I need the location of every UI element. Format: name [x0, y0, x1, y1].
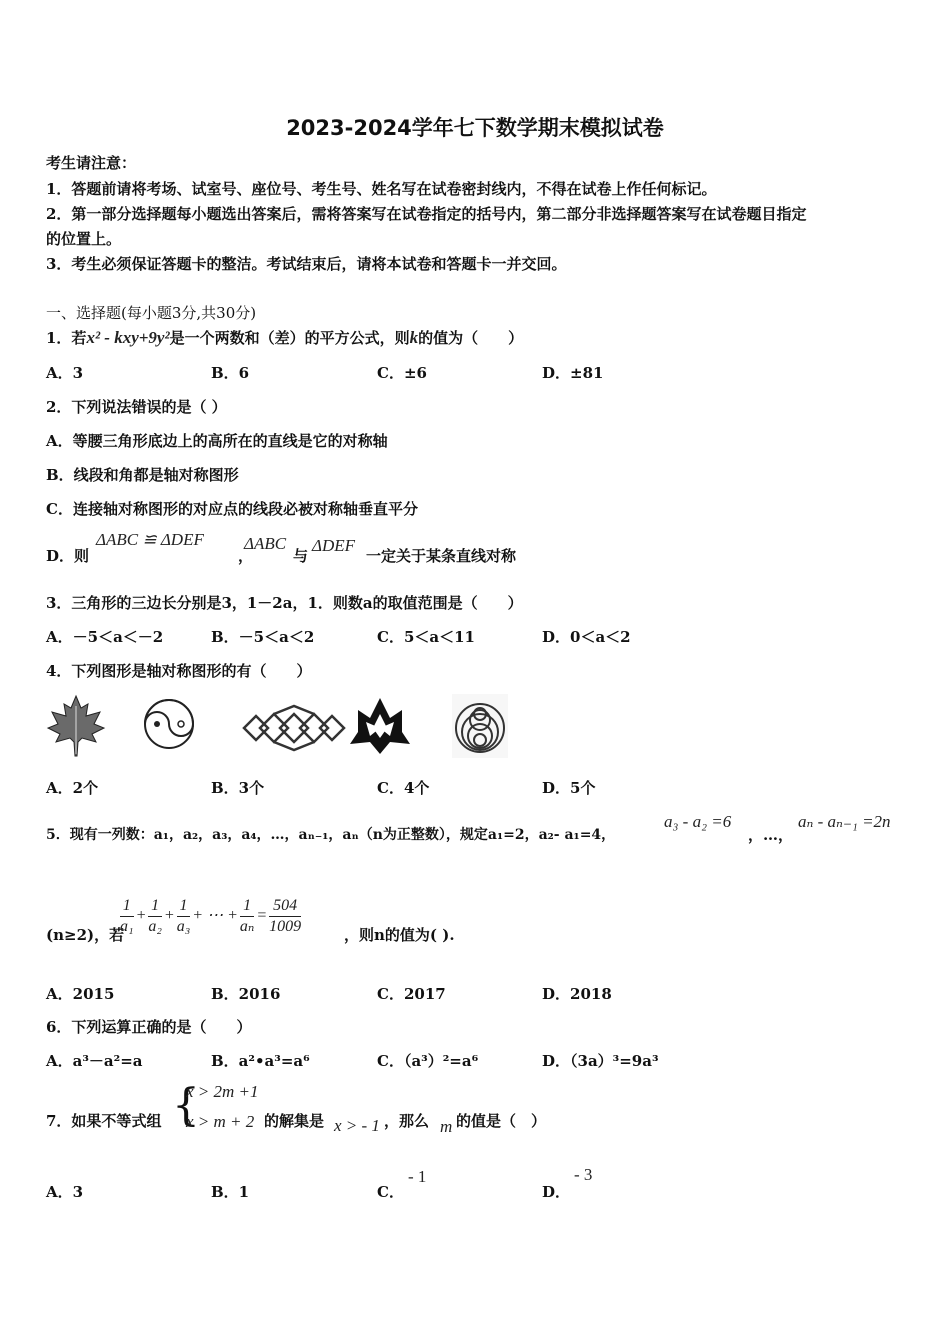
question-3: 3．三角形的三边长分别是3，1－2a，1．则数a的取值范围是（ ）	[46, 594, 523, 612]
q5-question: ，则n的值为( ).	[344, 926, 455, 944]
q1-post: 是一个两数和（差）的平方公式，则	[169, 329, 410, 347]
option-c[interactable]: C．5＜a＜11	[377, 628, 475, 646]
option-b[interactable]: B．3个	[211, 779, 265, 797]
option-d[interactable]: D．±81	[542, 364, 604, 382]
option-d-value: - 3	[574, 1165, 593, 1184]
frac-den: a₃	[176, 918, 191, 935]
triangle-abc: ΔABC	[244, 534, 287, 553]
option-d[interactable]: D．则	[46, 547, 90, 565]
inequality-2: x > m + 2	[186, 1112, 255, 1131]
question-1	[46, 327, 523, 348]
question-5: 5．现有一列数：a₁，a₂，a₃，a₄，…，aₙ₋₁，aₙ（n为正整数），规定a₁=2，a₂- a₁=4，	[46, 827, 616, 843]
frac-num: 1	[148, 896, 162, 917]
solution-set: x > - 1	[334, 1116, 380, 1135]
q7-post: 的值是（ ）	[456, 1112, 547, 1130]
sequence-expr-2: aₙ - aₙ₋₁ =2n	[798, 812, 891, 831]
option-b[interactable]: B．线段和角都是轴对称图形	[46, 466, 239, 484]
frac-num: 1	[240, 896, 254, 917]
fraction	[269, 896, 301, 937]
option-b[interactable]: B．－5＜a＜2	[211, 628, 315, 646]
question-2: 2．下列说法错误的是（ ）	[46, 398, 227, 416]
option-d[interactable]: D．（3a）³=9a³	[542, 1052, 659, 1070]
notice-item: 1．答题前请将考场、试室号、座位号、考生号、姓名写在试卷密封线内，不得在试卷上作任何标记。	[46, 180, 717, 198]
option-a[interactable]: A．－5＜a＜－2	[46, 628, 164, 646]
page-title: 2023-2024学年七下数学期末模拟试卷	[286, 116, 664, 140]
notice-item: 的位置上。	[46, 230, 122, 248]
system-brace: {	[172, 1080, 200, 1131]
question-6: 6．下列运算正确的是（ ）	[46, 1018, 252, 1036]
option-d[interactable]: D．2018	[542, 985, 612, 1003]
separator: ，…，	[748, 826, 794, 844]
fraction	[120, 896, 134, 937]
comma: ，	[238, 547, 254, 565]
plus: +	[135, 907, 147, 925]
q7-mid: 的解集是	[264, 1112, 325, 1130]
q1-pre: 1．若	[46, 329, 87, 347]
option-c[interactable]: C．连接轴对称图形的对应点的线段必被对称轴垂直平分	[46, 500, 418, 518]
yin-yang-icon	[145, 700, 193, 748]
equals: =	[256, 907, 268, 925]
reciprocal-sum	[118, 896, 303, 937]
option-c[interactable]: C．	[377, 1183, 404, 1201]
maple-leaf-icon	[48, 696, 104, 756]
notice-heading: 考生请注意：	[46, 154, 137, 172]
option-c[interactable]: C．2017	[377, 985, 446, 1003]
q1-tail: 的值为（ ）	[418, 329, 524, 347]
frac-den: a₁	[120, 918, 134, 935]
q1-k: k	[409, 328, 419, 347]
option-c[interactable]: C．4个	[377, 779, 430, 797]
frac-num: 504	[269, 896, 301, 917]
option-b[interactable]: B．2016	[211, 985, 281, 1003]
frac-den: aₙ	[239, 918, 255, 935]
option-a[interactable]: A．3	[46, 364, 84, 382]
option-c[interactable]: C．±6	[377, 364, 427, 382]
concentric-circles-icon	[452, 694, 508, 758]
inequality-1: x > 2m +1	[186, 1082, 259, 1101]
fraction	[240, 896, 254, 937]
ellipsis: + ⋯ +	[192, 907, 238, 925]
frac-den: a₂	[148, 918, 162, 935]
q5-condition: (n≥2)，若	[46, 926, 125, 944]
variable-m: m	[440, 1117, 453, 1136]
option-c[interactable]: C．（a³）²=a⁶	[377, 1052, 479, 1070]
question-4: 4．下列图形是轴对称图形的有（ ）	[46, 662, 312, 680]
fraction	[177, 896, 191, 937]
plus: +	[163, 907, 175, 925]
frac-den: 1009	[269, 918, 302, 935]
q1-expr: x² - kxy+9y²	[86, 328, 170, 347]
frac-num: 1	[177, 896, 191, 917]
option-c-value: - 1	[408, 1167, 427, 1186]
triangle-def: ΔDEF	[312, 536, 356, 555]
option-d[interactable]: D．5个	[542, 779, 596, 797]
option-d[interactable]: D．	[542, 1183, 571, 1201]
notice-item: 2．第一部分选择题每小题选出答案后，需将答案写在试卷指定的括号内，第二部分非选择题答案写在试卷题目指定	[46, 205, 807, 223]
sequence-expr-1: a₃ - a₂ =6	[664, 812, 732, 831]
option-b[interactable]: B．6	[211, 364, 250, 382]
q7-mid2: ，那么	[384, 1112, 430, 1130]
option-d[interactable]: D．0＜a＜2	[542, 628, 631, 646]
option-a[interactable]: A．等腰三角形底边上的高所在的直线是它的对称轴	[46, 432, 388, 450]
section-heading: 一、选择题(每小题3分,共30分)	[46, 304, 257, 322]
option-d-tail: 一定关于某条直线对称	[366, 547, 517, 565]
frac-num: 1	[120, 896, 134, 917]
notice-item: 3．考生必须保证答题卡的整洁。考试结束后，请将本试卷和答题卡一并交回。	[46, 255, 567, 273]
option-a[interactable]: A．2个	[46, 779, 99, 797]
option-b[interactable]: B．1	[211, 1183, 250, 1201]
conj-text: 与	[293, 547, 309, 565]
option-b[interactable]: B．a²•a³=a⁶	[211, 1052, 310, 1070]
figure-strip	[44, 692, 508, 760]
option-a[interactable]: A．3	[46, 1183, 84, 1201]
question-7: 7．如果不等式组	[46, 1112, 162, 1130]
fraction	[148, 896, 162, 937]
option-a[interactable]: A．2015	[46, 985, 115, 1003]
congruence-expr: ΔABC ≌ ΔDEF	[96, 530, 204, 549]
knot-pattern-icon	[244, 706, 344, 750]
option-a[interactable]: A．a³－a²=a	[46, 1052, 143, 1070]
star-flower-icon	[350, 698, 410, 754]
